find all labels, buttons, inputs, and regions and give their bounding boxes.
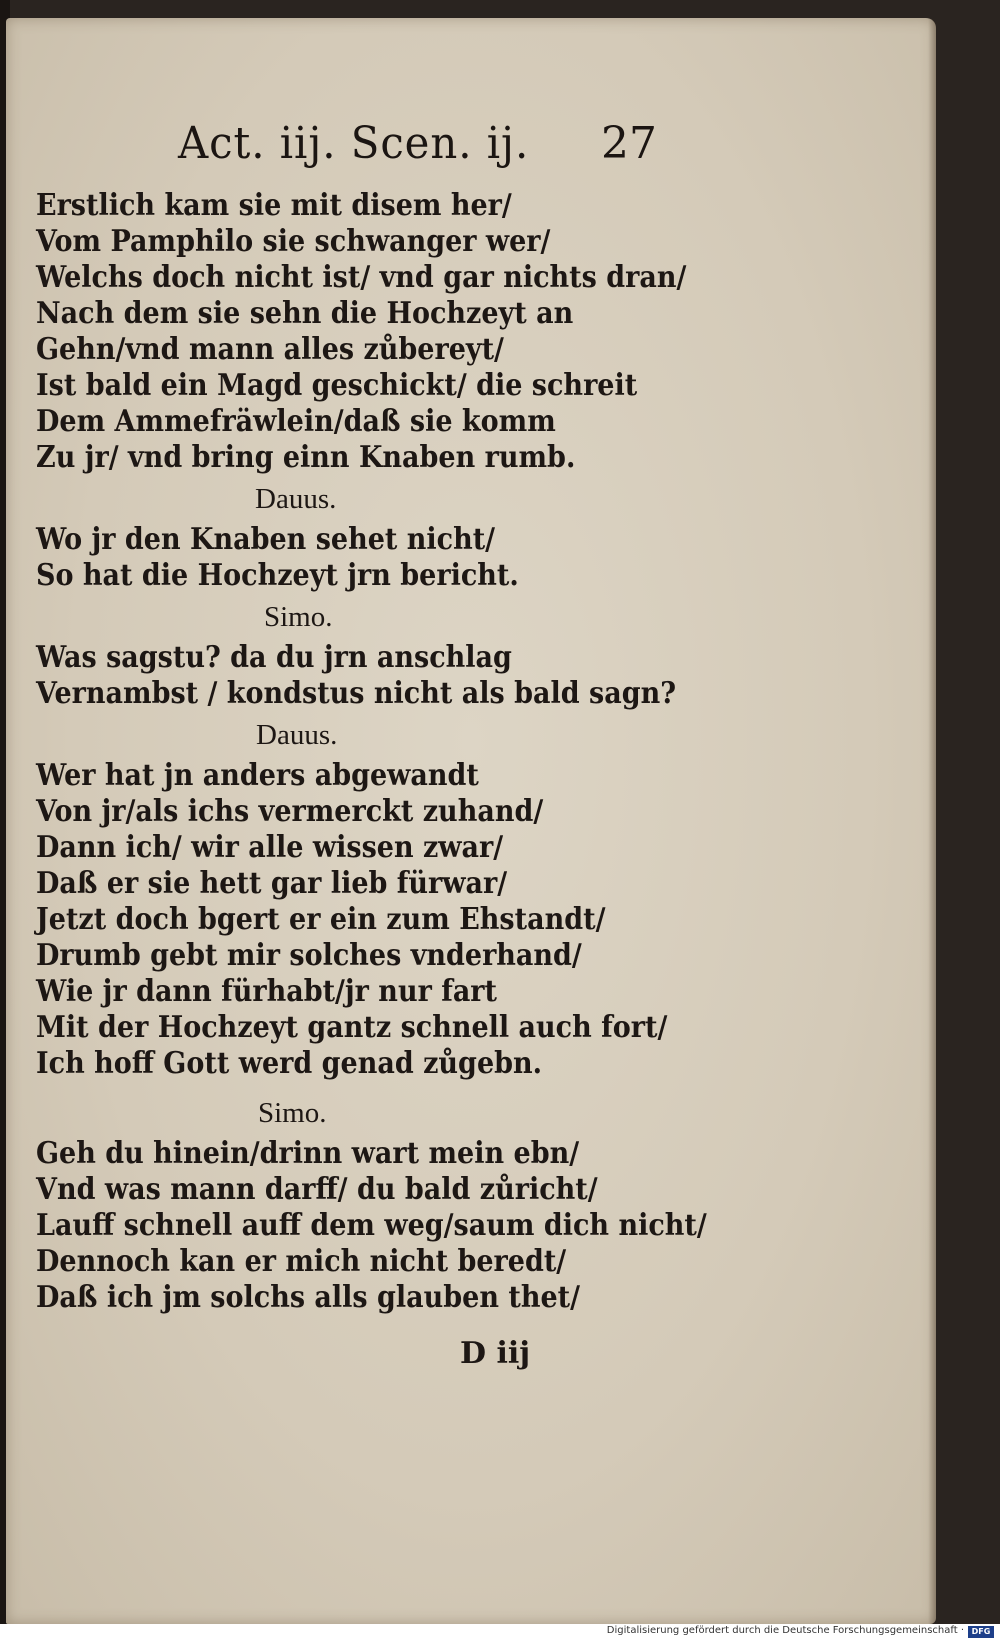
verse-line: Zu jr/ vnd bring einn Knaben rumb.: [36, 440, 576, 475]
page-edge-shadow: [928, 18, 936, 1624]
verse-line: Welchs doch nicht ist/ vnd gar nichts dran/: [36, 260, 687, 295]
speaker-name: Dauus.: [256, 719, 338, 751]
verse-block: [36, 758, 736, 1082]
funding-credit: Digitalisierung gefördert durch die Deutsche Forschungsgemeinschaft ·: [606, 1625, 964, 1636]
verse-line: Daß ich jm solchs alls glauben thet/: [36, 1280, 581, 1315]
verse-block: [36, 1136, 736, 1316]
verse-line: Ist bald ein Magd geschickt/ die schreit: [36, 368, 638, 403]
verse-line: Lauff schnell auff dem weg/saum dich nicht/: [36, 1208, 707, 1243]
signature-mark: D iij: [460, 1336, 531, 1371]
verse-block: [36, 640, 736, 712]
verse-line: Vernambst / kondstus nicht als bald sagn?: [36, 676, 677, 711]
dfg-logo: DFG: [968, 1626, 994, 1638]
page-number: 27: [601, 118, 657, 169]
verse-line: Wer hat jn anders abgewandt: [36, 758, 479, 793]
running-head: Act. iij. Scen. ij.: [178, 118, 530, 169]
verse-line: Vom Pamphilo sie schwanger wer/: [36, 224, 551, 259]
verse-line: Dennoch kan er mich nicht beredt/: [36, 1244, 567, 1279]
verse-line: So hat die Hochzeyt jrn bericht.: [36, 558, 519, 593]
page-header: [178, 118, 698, 188]
verse-line: Daß er sie hett gar lieb fürwar/: [36, 866, 508, 901]
verse-line: Erstlich kam sie mit disem her/: [36, 188, 512, 223]
footer-bar: [0, 1624, 1000, 1641]
verse-line: Ich hoff Gott werd genad zůgebn.: [36, 1046, 543, 1081]
verse-line: Gehn/vnd mann alles zůbereyt/: [36, 332, 504, 367]
speaker-name: Simo.: [264, 601, 333, 633]
verse-line: Wo jr den Knaben sehet nicht/: [36, 522, 496, 557]
verse-line: Was sagstu? da du jrn anschlag: [36, 640, 512, 675]
verse-line: Wie jr dann fürhabt/jr nur fart: [36, 974, 498, 1009]
verse-line: Dem Ammefräwlein/daß sie komm: [36, 404, 556, 439]
speaker-name: Dauus.: [255, 483, 337, 515]
speaker-name: Simo.: [258, 1097, 327, 1129]
verse-line: Dann ich/ wir alle wissen zwar/: [36, 830, 504, 865]
verse-text: [36, 188, 736, 1316]
verse-block: [36, 522, 736, 594]
verse-line: Von jr/als ichs vermerckt zuhand/: [36, 794, 544, 829]
verse-line: Nach dem sie sehn die Hochzeyt an: [36, 296, 574, 331]
verse-line: Mit der Hochzeyt gantz schnell auch fort/: [36, 1010, 668, 1045]
verse-block: [36, 188, 736, 476]
verse-line: Drumb gebt mir solches vnderhand/: [36, 938, 582, 973]
verse-line: Vnd was mann darff/ du bald zůricht/: [36, 1172, 598, 1207]
verse-line: Jetzt doch bgert er ein zum Ehstandt/: [36, 902, 606, 937]
verse-line: Geh du hinein/drinn wart mein ebn/: [36, 1136, 580, 1171]
